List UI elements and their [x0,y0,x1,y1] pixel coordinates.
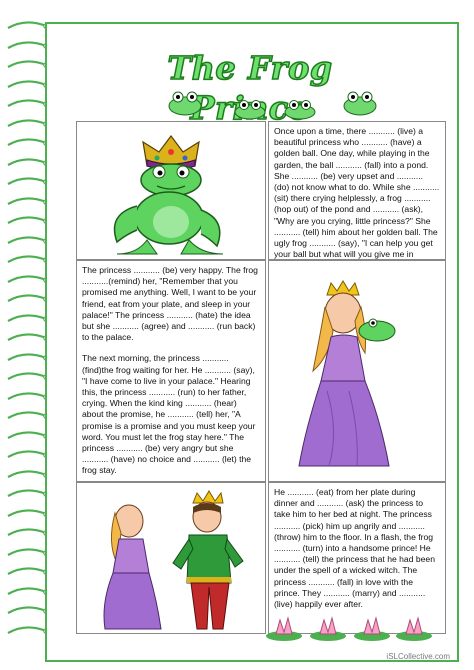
spiral-ring-icon [4,293,48,305]
spiral-ring-icon [4,508,48,520]
lily-icon [310,618,346,641]
spiral-ring-icon [4,430,48,442]
small-frog-icon [344,92,376,115]
story-text-panel-1 [268,121,446,260]
lily-flowers-decoration [262,606,437,642]
spiral-ring-icon [4,118,48,130]
small-frog-icon [169,92,201,115]
spiral-ring-icon [4,332,48,344]
spiral-ring-icon [4,469,48,481]
spiral-binding [4,20,50,660]
spiral-ring-icon [4,313,48,325]
spiral-ring-icon [4,566,48,578]
spiral-ring-icon [4,449,48,461]
small-frog-icon [235,101,265,120]
spiral-ring-icon [4,274,48,286]
spiral-ring-icon [4,371,48,383]
spiral-ring-icon [4,215,48,227]
spiral-ring-icon [4,254,48,266]
footer-watermark: iSLCollective.com [386,652,450,661]
spiral-ring-icon [4,605,48,617]
picture-panel-frog-crown [76,121,266,260]
spiral-ring-icon [4,586,48,598]
page-title: The Frog [167,49,333,87]
spiral-ring-icon [4,196,48,208]
frogs-decoration [160,86,390,120]
spiral-ring-icon [4,547,48,559]
picture-panel-prince-princess [76,482,266,634]
spiral-ring-icon [4,20,48,32]
spiral-ring-icon [4,488,48,500]
princess-kissing-frog-picture [269,261,445,481]
spiral-ring-icon [4,137,48,149]
spiral-ring-icon [4,176,48,188]
spiral-ring-icon [4,40,48,52]
story-paragraph: The princess ........... (be) very happy. The frog ...........(remind) her, "Remember that you promised me anything. Well, I want to be your friend, eat from your plate, and sleep in your palace!" The princess ........... (hate) the idea but she ........... (agree) and ........... (run back) to the palace. [82,265,261,343]
prince-and-princess-picture [77,483,265,633]
spiral-ring-icon [4,79,48,91]
spiral-ring-icon [4,410,48,422]
small-frog-icon [285,101,315,120]
story-text-panel-2 [76,260,266,482]
story-paragraph: Once upon a time, there ........... (live) a beautiful princess who ........... (have) a golden ball. One day, while playing in the garden, the ball ........... (fall) into a pond. She ........... (be) very upset and ........... (do) not know what to do. While she ........... (sit) there crying helplessly, a frog ........... (hop out) of the pond and ........... (ask), "Why are you crying, little princess?" She ........... (tell) him about her golden ball. The ugly frog ........... (say), "I can help you get your ball but what will you give me in [274,126,440,260]
lily-icon [396,618,432,641]
spiral-ring-icon [4,157,48,169]
spiral-ring-icon [4,391,48,403]
spiral-ring-icon [4,98,48,110]
story-paragraph: The next morning, the princess ........... (find)the frog waiting for her. He ........... (say), "I have come to live in your palace." Hearing this, the princess ........... (run) to her father, crying. When the kind king ........... (hear) about the promise, he ........... (tell) her, "A promise is a promise and you must keep your word. You must let the frog stay here." The princess ........... (be) very angry but she ........... (have) no choice and ........... (let) the frog stay. [82,353,258,476]
spiral-ring-icon [4,625,48,637]
frog-with-crown-picture [77,122,265,259]
lily-icon [266,618,302,641]
spiral-ring-icon [4,59,48,71]
story-paragraph: He ........... (eat) from her plate during dinner and ........... (ask) the princess to take him to her bed at night. The princess ........... (pick) him up angrily and ........... (throw) him to the floor. In a flash, the frog ........... (turn) into a handsome prince! He ........... (tell) the princess that he had been under the spell of a wicked witch. The princess ........... (fall) in love with the prince. They ........... (marry) and ........... (live) happily ever after. [274,487,438,610]
lily-icon [354,618,390,641]
spiral-ring-icon [4,527,48,539]
spiral-ring-icon [4,352,48,364]
picture-panel-princess-kiss [268,260,446,482]
spiral-ring-icon [4,235,48,247]
